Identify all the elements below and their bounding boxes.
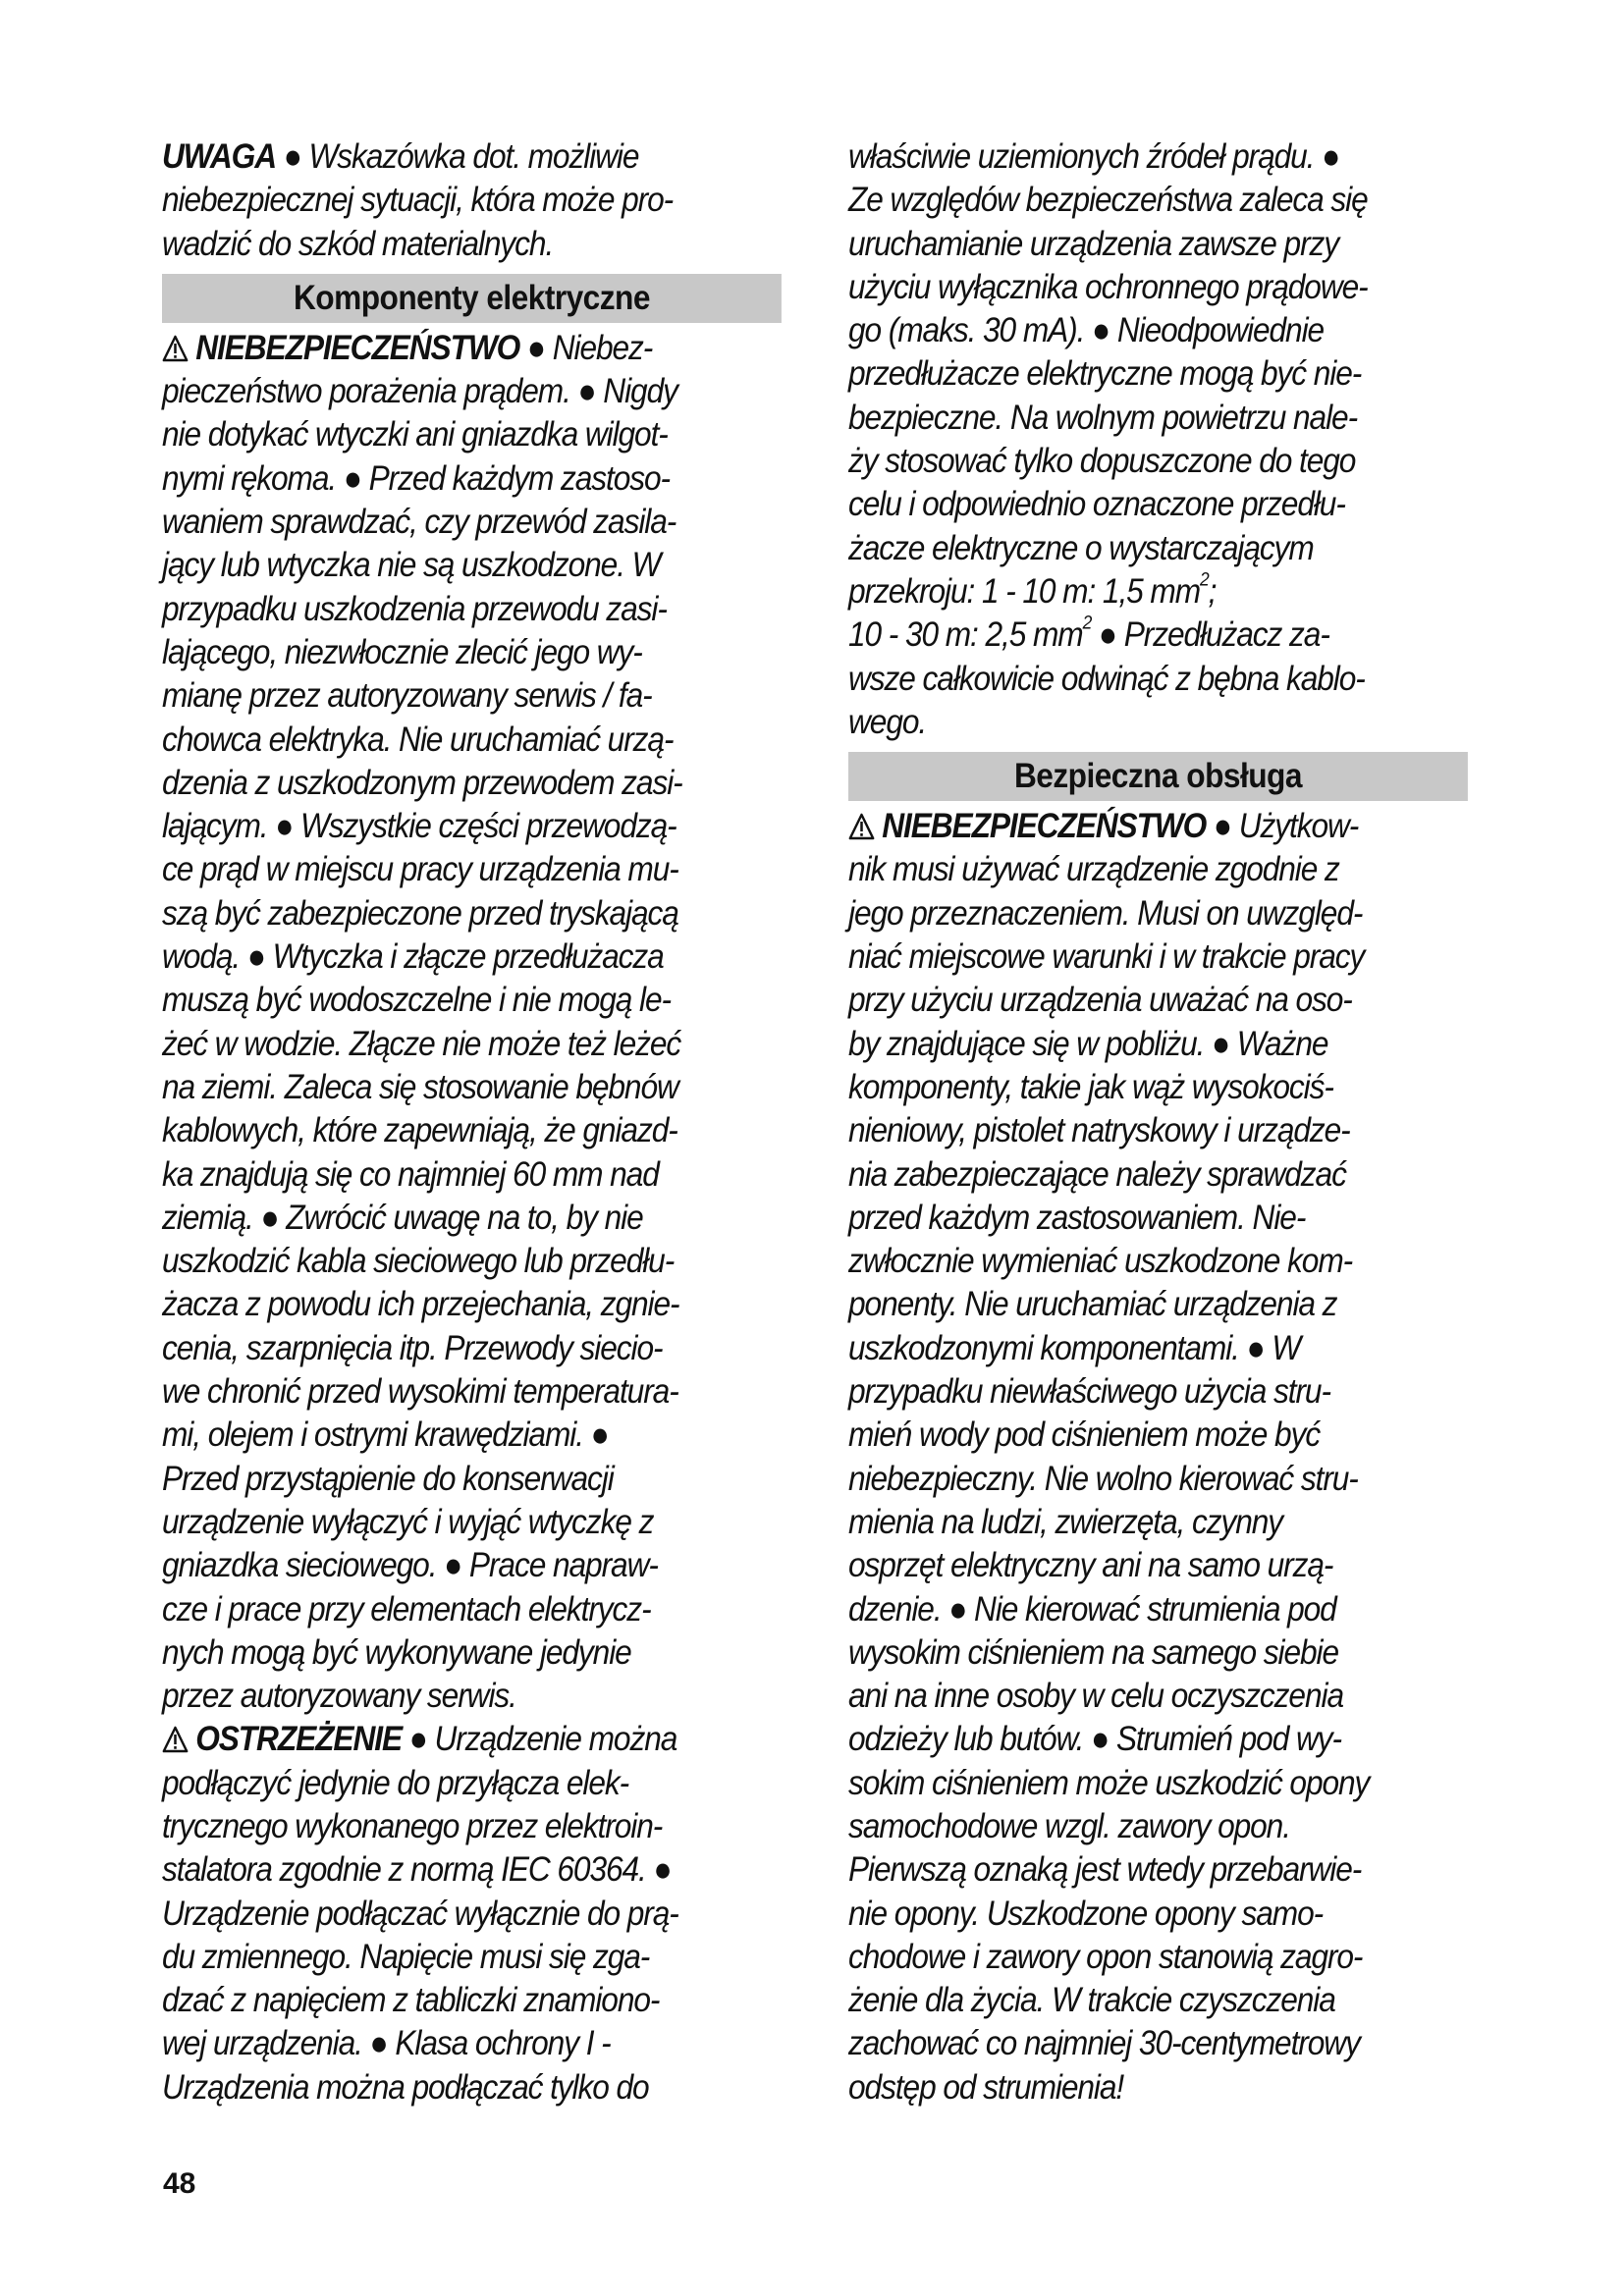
text-line: użyciu wyłącznika ochronnego prądowe- [848,267,1368,306]
text-line: uszkodzić kabla sieciowego lub przedłu- [162,1242,675,1281]
warning-intro: ● Urządzenie można [402,1720,677,1759]
text-line: niać miejscowe warunki i w trakcie pracy [848,937,1365,977]
text-line: jego przeznaczeniem. Musi on uwzględ- [848,893,1363,933]
notice-line [162,135,724,179]
continued-paragraph [848,135,1410,570]
superscript-2: 2 [1200,568,1209,591]
superscript-2: 2 [1082,612,1092,634]
text-line: kablowych, które zapewniają, że gniazd- [162,1111,677,1150]
danger-label: NIEBEZPIECZEŃSTWO [882,807,1207,846]
text-line: muszą być wodoszczelne i nie mogą le- [162,981,672,1020]
text-line: du zmiennego. Napięcie musi się zga- [162,1937,650,1976]
text-line: ani na inne osoby w celu oczyszczenia [848,1677,1343,1716]
text-line: przy użyciu urządzenia uważać na oso- [848,981,1352,1020]
danger-intro: ● Niebez- [519,328,653,367]
text-line: wodą. ● Wtyczka i złącze przedłużacza [162,937,664,977]
text-line: urządzenie wyłączyć i wyjąć wtyczkę z [162,1502,654,1541]
text-line: ży stosować tylko dopuszczone do tego [848,442,1356,481]
danger-paragraph [848,848,1410,2109]
text-line: cenia, szarpnięcia itp. Przewody siecio- [162,1328,663,1367]
text-line: nie opony. Uszkodzone opony samo- [848,1894,1324,1933]
section-heading-electrical: Komponenty elektryczne [162,274,782,323]
text-line: Urządzenia można podłączać tylko do [162,2067,649,2107]
warning-paragraph [162,1762,724,2109]
text-line: sokim ciśnieniem może uszkodzić opony [848,1763,1370,1802]
text-line: mienia na ludzi, zwierzęta, czynny [848,1502,1283,1541]
text-line: ce prąd w miejscu pracy urządzenia mu- [162,850,678,889]
cross-section-line-2 [848,614,1410,657]
page-number: 48 [163,2167,196,2200]
cable-paragraph [848,658,1410,745]
text-line: zwłocznie wymieniać uszkodzone kom- [848,1242,1353,1281]
text-line: uruchamianie urządzenia zawsze przy [848,224,1339,263]
text-line: nych mogą być wykonywane jedynie [162,1632,631,1672]
text-line: niebezpieczny. Nie wolno kierować stru- [848,1459,1358,1498]
text-line: osprzęt elektryczny ani na samo urzą- [848,1546,1333,1585]
text-line: uszkodzonymi komponentami. ● W [848,1328,1301,1367]
right-column [848,135,1410,2109]
cross-section-end-1: ; [1208,571,1217,611]
text-line: na ziemi. Zaleca się stosowanie bębnów [162,1067,678,1106]
text-line: wej urządzenia. ● Klasa ochrony I - [162,2024,611,2063]
text-line: Pierwszą oznaką jest wtedy przebarwie- [848,1850,1362,1890]
text-line: jący lub wtyczka nie są uszkodzone. W [162,546,661,585]
text-line: przypadku uszkodzenia przewodu zasi- [162,589,667,628]
text-line: gniazdka sieciowego. ● Prace napraw- [162,1546,658,1585]
text-line: go (maks. 30 mA). ● Nieodpowiednie [848,311,1325,350]
text-line: ziemią. ● Zwrócić uwagę na to, by nie [162,1198,643,1237]
text-line: nia zabezpieczające należy sprawdzać [848,1154,1346,1194]
text-line: Ze względów bezpieczeństwa zaleca się [848,181,1368,220]
text-line: Przed przystąpienie do konserwacji [162,1459,614,1498]
text-line: lającym. ● Wszystkie części przewodzą- [162,807,677,846]
text-line: cze i prace przy elementach elektrycz- [162,1589,651,1629]
notice-label: UWAGA [162,137,276,176]
text-line: właściwie uziemionych źródeł prądu. ● [848,137,1340,176]
text-line: dzenie. ● Nie kierować strumienia pod [848,1589,1336,1629]
text-line: we chronić przed wysokimi temperatura- [162,1372,678,1412]
text-line: pieczeństwo porażenia prądem. ● Nigdy [162,372,677,411]
text-line: żacze elektryczne o wystarczającym [848,528,1314,567]
text-line: szą być zabezpieczone przed tryskającą [162,893,678,933]
text-line: przypadku niewłaściwego użycia stru- [848,1372,1330,1412]
text-line: dzać z napięciem z tabliczki znamiono- [162,1981,660,2020]
notice-paragraph [162,135,724,266]
text-line: samochodowe wzgl. zawory opon. [848,1806,1290,1845]
text-line: wsze całkowicie odwinąć z bębna kablo- [848,659,1365,698]
text-line: ka znajdują się co najmniej 60 mm nad [162,1154,659,1194]
text-line: wego. [848,702,927,741]
text-line: celu i odpowiednio oznaczone przedłu- [848,485,1345,524]
warning-label: OSTRZEŻENIE [195,1720,403,1759]
text-line: żeć w wodzie. Złącze nie może też leżeć [162,1024,681,1063]
text-line: podłączyć jedynie do przyłącza elek- [162,1763,629,1802]
cross-section-text-2: 10 - 30 m: 2,5 mm [848,615,1083,655]
text-line: chodowe i zawory opon stanowią zagro- [848,1937,1363,1976]
cross-section-end-2: ● Przedłużacz za- [1091,615,1329,655]
danger-heading-line [162,327,724,370]
cross-section-line-1 [848,570,1410,614]
text-line: wysokim ciśnieniem na samego siebie [848,1632,1339,1672]
text-line: bezpieczne. Na wolnym powietrzu nale- [848,398,1358,437]
notice-line [162,179,724,222]
text-line: Urządzenie podłączać wyłącznie do prą- [162,1894,678,1933]
text-line: nieniowy, pistolet natryskowy i urządze- [848,1111,1350,1150]
text-line: mi, olejem i ostrymi krawędziami. ● [162,1415,609,1455]
notice-text: wadzić do szkód materialnych. [162,224,554,263]
text-line: mianę przez autoryzowany serwis / fa- [162,676,652,716]
warning-triangle-icon [162,1726,189,1753]
text-line: komponenty, takie jak wąż wysokociś- [848,1067,1333,1106]
text-line: zachować co najmniej 30-centymetrowy [848,2024,1360,2063]
text-line: odzieży lub butów. ● Strumień pod wy- [848,1720,1341,1759]
text-line: trycznego wykonanego przez elektroin- [162,1806,663,1845]
text-line: przez autoryzowany serwis. [162,1677,516,1716]
warning-triangle-icon [848,813,875,840]
text-line: przedłużacze elektryczne mogą być nie- [848,354,1362,394]
warning-triangle-icon [162,335,189,362]
text-line: dzenia z uszkodzonym przewodem zasi- [162,763,682,802]
text-line: by znajdujące się w pobliżu. ● Ważne [848,1024,1328,1063]
text-line: ponenty. Nie uruchamiać urządzenia z [848,1285,1337,1324]
danger-heading-line [848,805,1410,848]
text-line: nie dotykać wtyczki ani gniazdka wilgot- [162,415,668,454]
cross-section-text-1: przekroju: 1 - 10 m: 1,5 mm [848,571,1201,611]
text-line: przed każdym zastosowaniem. Nie- [848,1198,1306,1237]
left-column [162,135,724,2109]
text-line: mień wody pod ciśnieniem może być [848,1415,1321,1455]
text-line: waniem sprawdzać, czy przewód zasila- [162,503,677,542]
text-line: chowca elektryka. Nie uruchamiać urzą- [162,720,674,759]
danger-paragraph [162,370,724,1718]
notice-text: niebezpiecznej sytuacji, która może pro- [162,181,674,220]
text-line: żacza z powodu ich przejechania, zgnie- [162,1285,679,1324]
notice-text: ● Wskazówka dot. możliwie [275,137,639,176]
notice-line [162,223,724,266]
text-line: nik musi używać urządzenie zgodnie z [848,850,1339,889]
warning-heading-line [162,1718,724,1761]
danger-label: NIEBEZPIECZEŃSTWO [195,328,520,367]
text-line: odstęp od strumienia! [848,2067,1124,2107]
text-line: nymi rękoma. ● Przed każdym zastoso- [162,458,671,498]
text-line: stalatora zgodnie z normą IEC 60364. ● [162,1850,672,1890]
section-heading-safe-operation: Bezpieczna obsługa [848,752,1468,801]
text-line: żenie dla życia. W trakcie czyszczenia [848,1981,1335,2020]
text-line: lającego, niezwłocznie zlecić jego wy- [162,632,642,671]
danger-intro: ● Użytkow- [1206,807,1359,846]
